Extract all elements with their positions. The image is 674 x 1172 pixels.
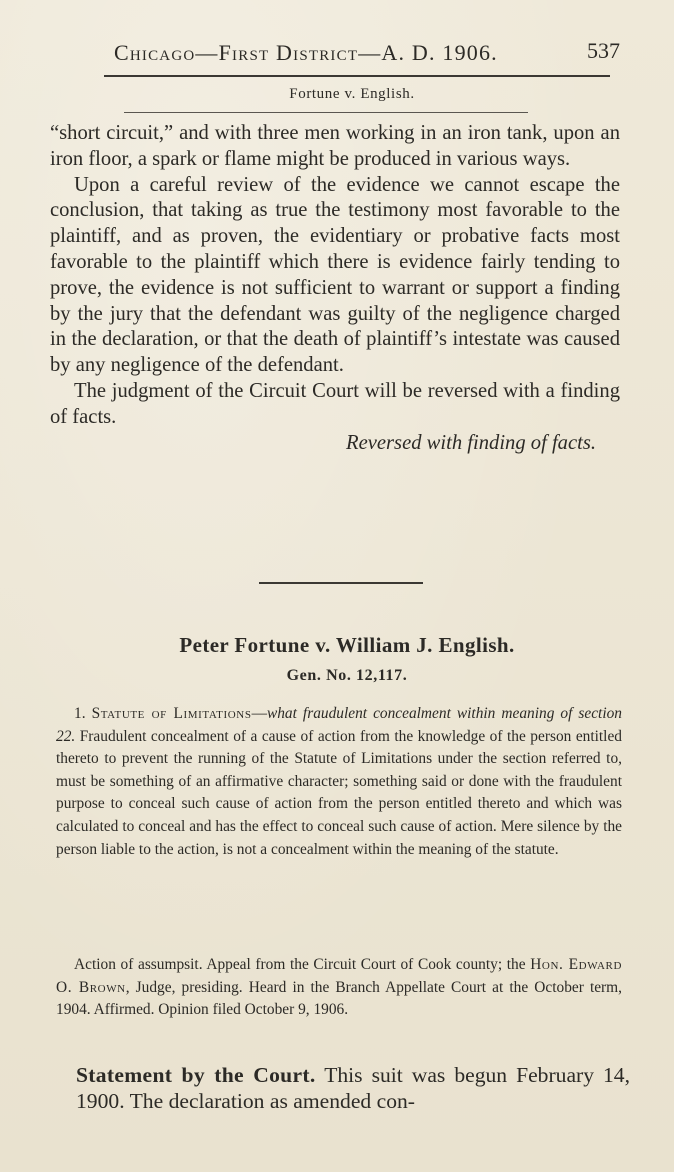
headnote-paragraph: 1. Statute of Limitations—what fraudulent concealment within meaning of section 22. Fraudulent concealment of a cause of action from the knowledge of the person entitled thereto to prevent the running of the Statute of Limitations under the section referred to, must be something of an affirmative character; something said or done with the fraudulent purpose to conceal such cause of action from the person entitled thereto and which was calculated to conceal and has the effect to conceal such cause of action. Mere silence by the person liable to the action, is not a concealment within the meaning of the statute. [56, 705, 622, 858]
disposition: Reversed with finding of facts. [346, 431, 596, 454]
case-title: Peter Fortune v. William J. English. [179, 633, 515, 657]
headnote-text: Fraudulent concealment of a cause of action from the knowledge of the person entitled thereto to prevent the running of the Statute of Limitations under the section referred to, must be something of an affirmative character; something said or done with the fraudulent purpose to conceal such cause of action from the person entitled thereto and which was calculated to conceal and has the effect to conceal such cause of action. Mere silence by the person liable to the action, is not a concealment within the meaning of the statute. [56, 727, 622, 858]
statement-heading: Statement by the Court. [76, 1063, 316, 1087]
general-number: Gen. No. 12,117. [286, 667, 408, 684]
procedural-text-b: , Judge, presiding. Heard in the Branch Appellate Court at the October term, 1904. Affirmed. Opinion filed October 9, 1906. [56, 978, 622, 1019]
headnote-subtopic: what fraudulent concealment within meaning of section 22. [56, 705, 622, 745]
opinion-paragraph: “short circuit,” and with three men working in an iron tank, upon an iron floor, a spark or flame might be produced in various ways. [50, 122, 620, 170]
case-header: Fortune v. English. [289, 86, 415, 102]
procedural-history [56, 954, 622, 1022]
opinion-paragraph: Upon a careful review of the evidence we cannot escape the conclusion, that taking as true the testimony most favorable to the plaintiff, and as proven, the evidentiary or probative facts most favorable to the plaintiff which there is evidence fairly tending to prove, the evidence is not sufficient to warrant or support a finding by the jury that the defendant was guilty of the negligence charged in the declaration, or that the death of plaintiff’s intestate was caused by any negligence of the defendant. [50, 173, 620, 377]
running-head-title: Chicago—First District—A. D. 1906. [114, 40, 498, 65]
procedural-text-a: Action of assumpsit. Appeal from the Circuit Court of Cook county; the [74, 956, 531, 973]
statement-text: This suit was begun February 14, 1900. The declaration as amended con- [76, 1063, 630, 1113]
opinion-body [50, 121, 620, 456]
statement-paragraph [76, 1063, 630, 1114]
statement [76, 1063, 630, 1114]
page-number: 537 [587, 38, 620, 63]
header-rule [104, 75, 610, 77]
procedural-paragraph [56, 954, 622, 1022]
judge-name: Hon. Edward O. Brown [56, 956, 623, 996]
opinion-paragraph: The judgment of the Circuit Court will be reversed with a finding of facts. [50, 379, 620, 428]
headnote-topic: Statute of Limitations [91, 705, 252, 722]
running-head [60, 36, 624, 76]
case-header-rule [124, 112, 528, 113]
case-separator-rule [259, 582, 423, 584]
headnote-number: 1. [74, 705, 86, 722]
headnote [56, 703, 622, 861]
